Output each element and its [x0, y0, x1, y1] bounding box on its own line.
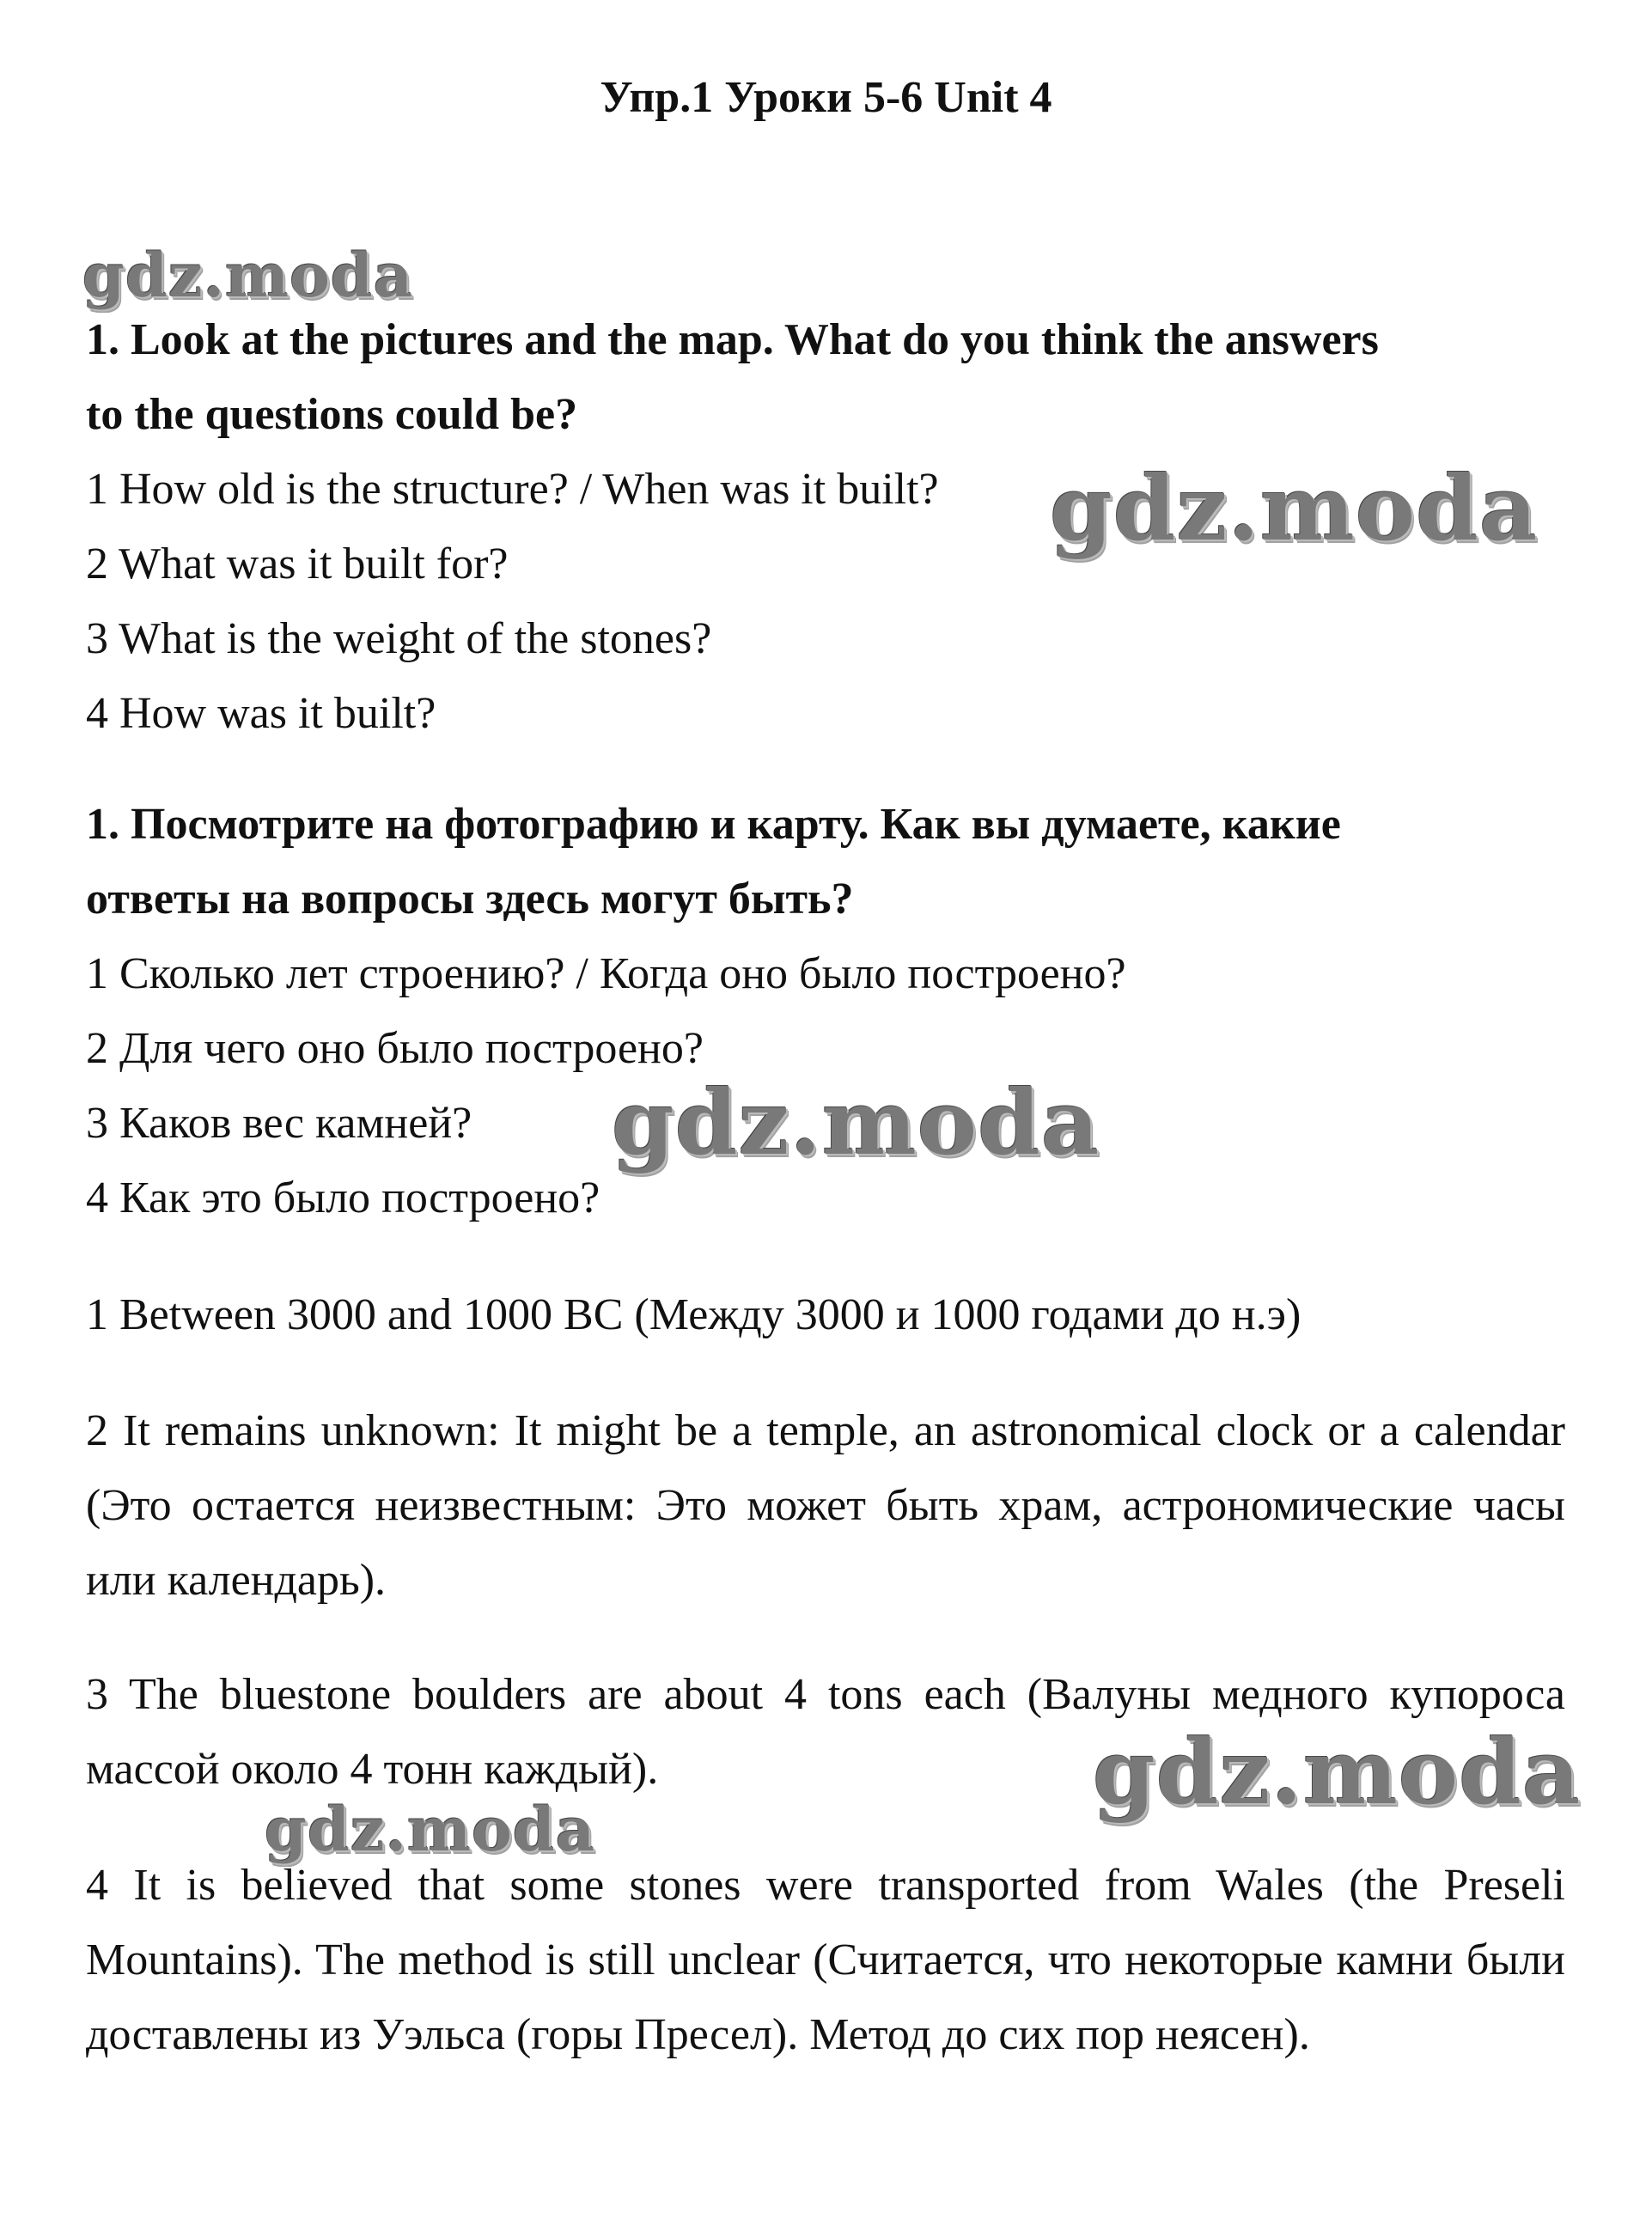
answer-2: 2 It remains unknown: It might be a temple, an astronomical clock or a calendar (Это остается неизвестным: Это может быть храм, астрономические часы или календарь).: [86, 1406, 1565, 1605]
watermark-logo: gdz.moda: [1050, 455, 1539, 561]
english-question-1: 1 How old is the structure? / When was it built?: [86, 465, 939, 514]
english-question-3: 3 What is the weight of the stones?: [86, 614, 712, 663]
english-question-4: 4 How was it built?: [86, 689, 436, 738]
english-question-2: 2 What was it built for?: [86, 539, 509, 588]
english-task-heading-line-1: 1. Look at the pictures and the map. What do you think the answers: [86, 315, 1379, 364]
answer-3: 3 The bluestone boulders are about 4 tons each (Валуны медного купороса массой около 4 тонн каждый).: [86, 1670, 1565, 1794]
english-task-heading-line-2: to the questions could be?: [86, 390, 578, 439]
answer-1: 1 Between 3000 and 1000 BC (Между 3000 и 1000 годами до н.э): [86, 1290, 1301, 1339]
watermark-logo: gdz.moda: [612, 1070, 1100, 1175]
watermark-logo: gdz.moda: [82, 240, 414, 311]
watermark-logo: gdz.moda: [1093, 1719, 1582, 1825]
page-title: Упр.1 Уроки 5-6 Unit 4: [600, 73, 1052, 122]
russian-question-1: 1 Сколько лет строению? / Когда оно было построено?: [86, 949, 1126, 998]
russian-question-2: 2 Для чего оно было построено?: [86, 1024, 704, 1073]
watermark-logo: gdz.moda: [265, 1794, 596, 1865]
russian-task-heading-line-2: ответы на вопросы здесь могут быть?: [86, 875, 854, 924]
russian-task-heading-line-1: 1. Посмотрите на фотографию и карту. Как вы думаете, какие: [86, 800, 1341, 849]
answer-4: 4 It is believed that some stones were transported from Wales (the Preseli Mountains). The method is still unclear (Считается, что некоторые камни были доставлены из Уэльса (горы Пресел). Метод до сих пор неясен).: [86, 1861, 1565, 2059]
russian-question-3: 3 Каков вес камней?: [86, 1099, 472, 1148]
answers-section: [86, 1277, 1565, 2072]
russian-question-4: 4 Как это было построено?: [86, 1173, 600, 1222]
